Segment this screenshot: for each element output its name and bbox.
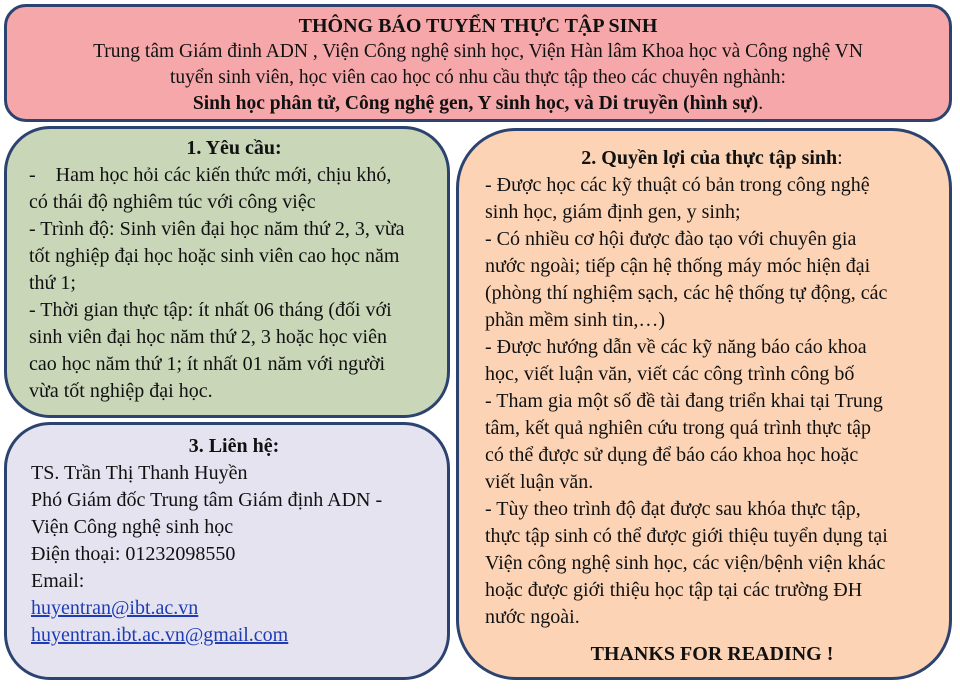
- requirements-line: - Thời gian thực tập: ít nhất 06 tháng (đối với: [29, 299, 392, 321]
- benefits-line: viết luận văn.: [485, 471, 594, 493]
- benefits-line: tâm, kết quả nghiên cứu trong quá trình thực tập: [485, 417, 872, 439]
- requirements-line: - Ham học hỏi các kiến thức mới, chịu khó,: [29, 164, 392, 186]
- benefits-heading: [485, 145, 939, 172]
- benefits-line: nước ngoài; tiếp cận hệ thống máy móc hiện đại: [485, 255, 871, 277]
- requirements-line: có thái độ nghiêm túc với công việc: [29, 191, 316, 213]
- benefits-line: - Được học các kỹ thuật có bản trong công nghệ: [485, 174, 870, 196]
- requirements-line: vừa tốt nghiệp đại học.: [29, 380, 213, 402]
- requirements-line: cao học năm thứ 1; ít nhất 01 năm với người: [29, 353, 386, 375]
- benefits-line: (phòng thí nghiệm sạch, các hệ thống tự động, các: [485, 282, 888, 304]
- benefits-line: phần mềm sinh tin,…): [485, 309, 665, 331]
- contact-name: TS. Trần Thị Thanh Huyền: [31, 462, 248, 484]
- header-banner: [4, 4, 952, 122]
- majors-text: Sinh học phân tử, Công nghệ gen, Y sinh học, và Di truyền (hình sự): [192, 93, 759, 114]
- header-line-1: Trung tâm Giám đinh ADN , Viện Công nghệ sinh học, Viện Hàn lâm Khoa học và Công nghệ VN: [93, 41, 863, 62]
- contact-phone: Điện thoại: 01232098550: [31, 543, 236, 565]
- contact-position: Phó Giám đốc Trung tâm Giám định ADN -: [31, 489, 383, 511]
- benefits-line: nước ngoài.: [485, 606, 580, 628]
- requirements-heading: 1. Yêu cầu:: [186, 137, 282, 159]
- thanks-text: THANKS FOR READING !: [590, 643, 834, 665]
- benefits-line: - Tham gia một số đề tài đang triển khai tại Trung: [485, 390, 883, 412]
- benefits-line: - Tùy theo trình độ đạt được sau khóa thực tập,: [485, 498, 861, 520]
- contact-organization: Viện Công nghệ sinh học: [31, 516, 234, 538]
- contact-email-label: Email:: [31, 570, 85, 592]
- email-link-2[interactable]: huyentran.ibt.ac.vn@gmail.com: [31, 624, 289, 646]
- majors-period: .: [758, 93, 764, 114]
- contact-box: [4, 422, 450, 680]
- notice-title: THÔNG BÁO TUYỂN THỰC TẬP SINH: [298, 15, 658, 37]
- benefits-line: có thể được sử dụng để báo cáo khoa học hoặc: [485, 444, 859, 466]
- benefits-line: - Được hướng dẫn về các kỹ năng báo cáo khoa: [485, 336, 867, 358]
- requirements-line: thứ 1;: [29, 272, 76, 294]
- benefits-line: Viện công nghệ sinh học, các viện/bệnh viện khác: [485, 552, 886, 574]
- benefits-line: hoặc được giới thiệu học tập tại các trường ĐH: [485, 579, 863, 601]
- benefits-heading-colon: :: [837, 147, 843, 169]
- requirements-line: sinh viên đại học năm thứ 2, 3 hoặc học viên: [29, 326, 387, 348]
- email-link-1[interactable]: huyentran@ibt.ac.vn: [31, 597, 199, 619]
- benefits-line: sinh học, giám định gen, y sinh;: [485, 201, 741, 223]
- requirements-line: tốt nghiệp đại học hoặc sinh viên cao học năm: [29, 245, 400, 267]
- benefits-line: thực tập sinh có thể được giới thiệu tuyển dụng tại: [485, 525, 888, 547]
- header-line-2: tuyển sinh viên, học viên cao học có nhu cầu thực tập theo các chuyên nghành:: [170, 67, 786, 88]
- requirements-box: [4, 126, 450, 418]
- benefits-line: - Có nhiều cơ hội được đào tạo với chuyên gia: [485, 228, 857, 250]
- requirements-line: - Trình độ: Sinh viên đại học năm thứ 2, 3, vừa: [29, 218, 405, 240]
- benefits-heading-text: 2. Quyền lợi của thực tập sinh: [581, 147, 838, 169]
- benefits-box: [456, 128, 952, 680]
- benefits-line: học, viết luận văn, viết các công trình công bố: [485, 363, 855, 385]
- contact-heading: 3. Liên hệ:: [188, 435, 280, 457]
- header-line-3: [7, 91, 949, 117]
